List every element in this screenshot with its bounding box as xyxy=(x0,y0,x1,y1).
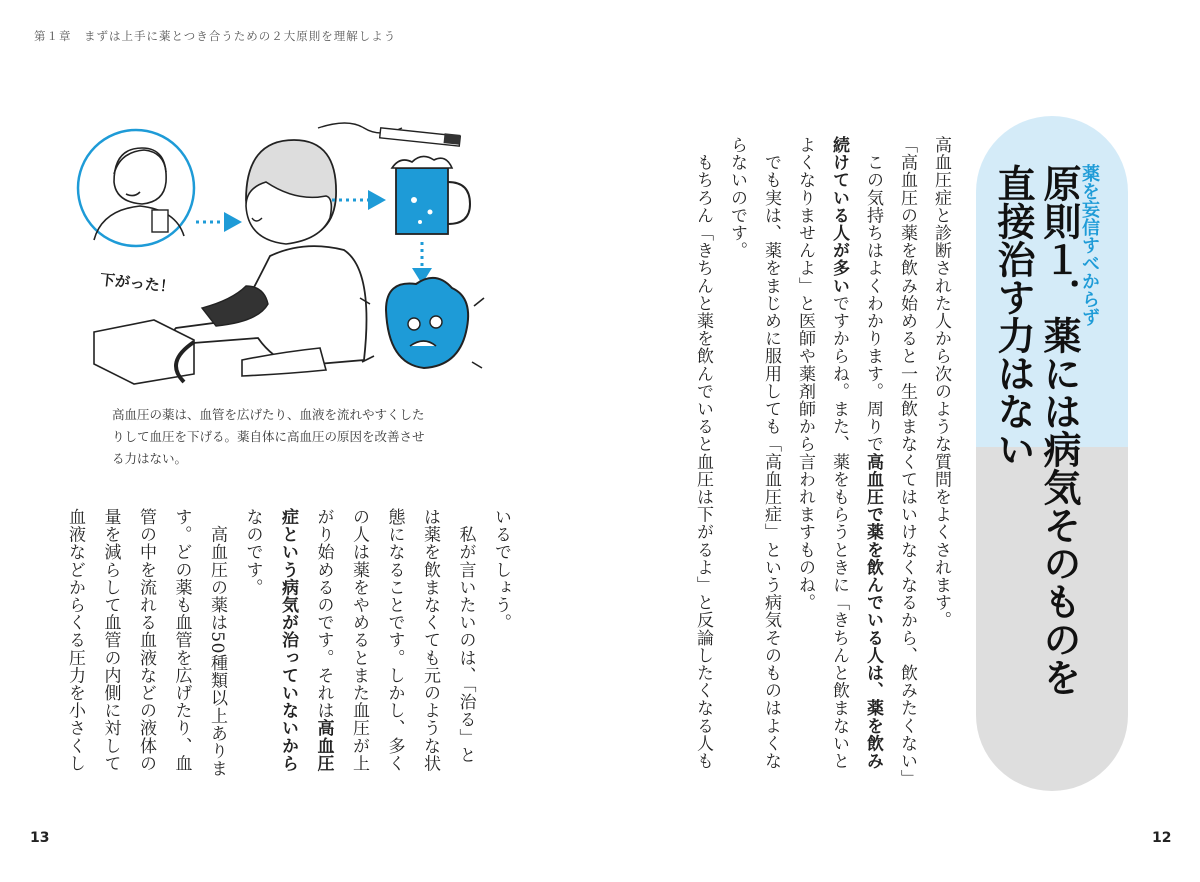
left-page-column: 私が言いたいのは、「治る」と xyxy=(455,508,476,764)
left-page-column: 血液などからくる圧力を小さくし xyxy=(65,508,85,772)
left-page-column: 態になることです。しかし、多く xyxy=(384,508,405,772)
beer-mug-icon xyxy=(392,156,470,234)
running-head: 第１章 まずは上手に薬とつき合うための２大原則を理解しよう xyxy=(34,29,397,43)
left-page-column: なのです。 xyxy=(242,508,263,596)
heading-title xyxy=(990,164,1082,696)
right-page-column: もちろん「きちんと薬を飲んでいると血圧は下がるよ」と反論したくなる人も xyxy=(693,136,713,770)
right-page-column: 続けている人が多いですからね。また、薬をもらうときに「きちんと飲まないと xyxy=(829,136,849,770)
angry-heart-icon xyxy=(360,278,484,368)
caption-line: 高血圧の薬は、血管を広げたり、血液を流れやすくした xyxy=(112,407,425,422)
page-number-right: 12 xyxy=(1152,830,1172,846)
illustration-caption xyxy=(112,404,457,470)
left-page-column: 量を減らして血管の内側に対して xyxy=(100,508,121,772)
right-page-column: よくなりませんよ」と医師や薬剤師から言われますものね。 xyxy=(795,136,815,612)
illustration-speech: 下がった！ xyxy=(99,270,176,297)
right-page-column: らないのです。 xyxy=(727,136,747,260)
caption-line: る力はない。 xyxy=(112,451,188,466)
left-page-column: す。どの薬も血管を広げたり、血 xyxy=(171,508,192,772)
heading-subtitle: 薬を妄信すべからず xyxy=(1079,164,1100,326)
left-page-column: は薬を飲まなくても元のような状 xyxy=(420,508,440,772)
left-page-column: 管の中を流れる血液などの液体の xyxy=(136,508,156,772)
heading-title-line-2: 直接治す力はない xyxy=(991,164,1035,468)
page-number-left: 13 xyxy=(30,830,50,846)
left-page-column: 高血圧の薬は50種類以上ありま xyxy=(207,508,227,778)
left-page-column xyxy=(279,508,296,772)
heading-title-line-1: 原則１．薬には病気そのものを xyxy=(1037,164,1081,696)
right-page-bold-phrase: 続けている人が多い xyxy=(829,136,849,295)
caption-line: りして血圧を下げる。薬自体に高血圧の原因を改善させ xyxy=(112,429,425,444)
left-page-bold-phrase: 症という病気が治っていないから xyxy=(278,508,298,772)
blood-pressure-illustration xyxy=(74,110,494,395)
right-page-column: 「高血圧の薬を飲み始めると一生飲まなくてはいけなくなるから、飲みたくない」 xyxy=(897,136,917,788)
right-page-column: この気持ちはよくわかります。周りで高血圧で薬を飲んでいる人は、薬を飲み xyxy=(863,136,883,770)
left-page-column: いるでしょう。 xyxy=(491,508,511,632)
dotted-arrow-1 xyxy=(196,212,242,232)
dotted-arrow-2 xyxy=(332,190,386,210)
man-taking-pill-icon xyxy=(78,130,194,246)
right-page-column: 高血圧症と診断された人から次のような質問をよくされます。 xyxy=(931,136,951,629)
left-page-bold-phrase: 高血圧 xyxy=(313,719,334,773)
left-page-column: の人は薬をやめるとまた血圧が上 xyxy=(349,508,369,772)
right-page-bold-phrase: 高血圧で薬を飲んでいる人は、薬を飲み xyxy=(863,452,883,770)
right-page-column: でも実は、薬をまじめに服用しても「高血圧症」という病気そのものはよくな xyxy=(761,136,781,770)
left-page-column: がり始めるのです。それは高血圧 xyxy=(313,508,334,773)
cigarette-icon xyxy=(318,123,460,146)
